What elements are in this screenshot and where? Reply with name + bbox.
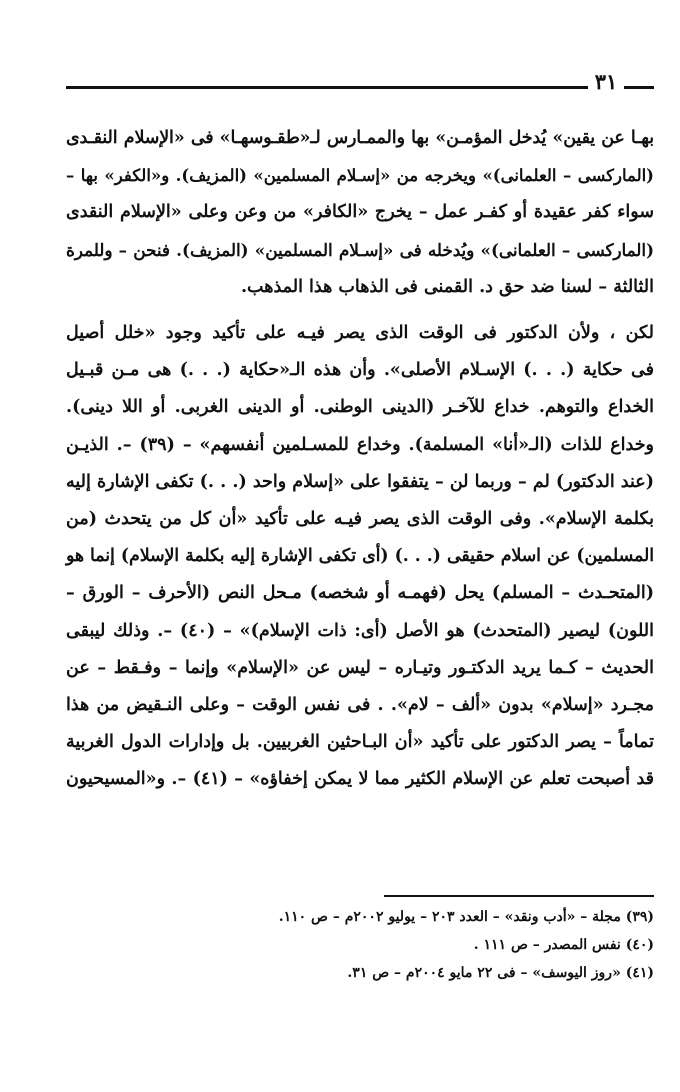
paragraph (66, 315, 654, 799)
text-line: قد أصبحت تعلم عن الإسلام الكثير مما لا يمكن إخفاؤه» – (٤١) –. و«المسيحيون (66, 769, 654, 790)
text-line: الخداع والتوهم. خداع للآخـر (الدينى الوطنى. أو الدينى الغربى. أو اللا دينى). (66, 397, 654, 418)
text-line: الثالثة – لسنا ضد حق د. القمنى فى الذهاب هذا المذهب. (240, 276, 654, 297)
text-line: (عند الدكتور) لم – وربما لن – يتفقوا على «إسلام واحد (. . .) تكفى الإشارة إليه (66, 471, 654, 492)
main-text (66, 120, 654, 799)
text-line: سواء كفر عقيدة أو كفـر عمل – يخرج «الكافر» من وعن وعلى «الإسلام النقدى (66, 202, 654, 223)
text-line: (المتحـدث – المسلم) يحل (فهمـه أو شخصه) مـحل النص (الأحرف – الورق – (66, 583, 654, 604)
footnote: (٤٠) نفس المصدر – ص ١١١ . (473, 937, 654, 953)
text-line: مجـرد «إسلام» بدون «ألف – لام». . فى نفس الوقت – وعلى النـقيض من هذا (66, 695, 654, 716)
text-line: المسلمين) عن اسلام حقيقى (. . .) (أى تكفى الإشارة إليه بكلمة الإسلام) إنما هو (66, 546, 654, 567)
text-line: تماماً – يصر الدكتور على تأكيد «أن البـاحثين الغربيين. بل وإدارات الدول الغربية (66, 732, 654, 753)
text-line: الحديث – كـما يريد الدكتـور وتيـاره – ليس عن «الإسلام» وإنما – وفـقط – عن (66, 657, 654, 678)
header-rule-short (624, 86, 654, 89)
page-number: ٣١ (594, 69, 618, 94)
paragraph (66, 120, 654, 306)
text-line: (الماركسى – العلمانى)» ويُدخله فى «إسـلام المسلمين» (المزيف). فنحن – وللمرة (66, 239, 654, 260)
text-line: لكن ، ولأن الدكتور فى الوقت الذى يصر فيـه على تأكيد وجود «خلل أصيل (66, 323, 654, 344)
text-line: وخداع للذات (الـ«أنا» المسلمة). وخداع للمسـلمين أنفسهم» – (٣٩) –. الذيـن (66, 434, 654, 455)
text-line: بهـا عن يقين» يُدخل المؤمـن» بها والممـارس لـ«طقـوسهـا» فى «الإسلام النقـدى (66, 128, 654, 148)
text-line: بكلمة الإسلام». وفى الوقت الذى يصر فيـه على تأكيد «أن كل من يتحدث (من (66, 509, 654, 530)
text-line: (الماركسى – العلمانى)» ويخرجه من «إسـلام المسلمين» (المزيف). و«الكفر» بها – (66, 166, 654, 186)
text-line: اللون) ليصير (المتحدث) هو الأصل (أى: ذات الإسلام)» – (٤٠) –. وذلك ليبقى (66, 620, 654, 641)
footnotes (66, 903, 654, 987)
footnote: (٣٩) مجلة – «أدب ونقد» – العدد ٢٠٣ – يوليو ٢٠٠٢م – ص ١١٠. (278, 909, 654, 925)
footnote-rule (384, 895, 654, 897)
page-header (66, 69, 654, 98)
text-line: فى حكاية (. . .) الإسـلام الأصلى». وأن هذه الـ«حكاية (. . .) هى مـن قبـيل (66, 360, 654, 381)
header-rule (66, 86, 588, 89)
footnote: (٤١) «روز اليوسف» – فى ٢٢ مايو ٢٠٠٤م – ص ٣١. (347, 965, 654, 981)
